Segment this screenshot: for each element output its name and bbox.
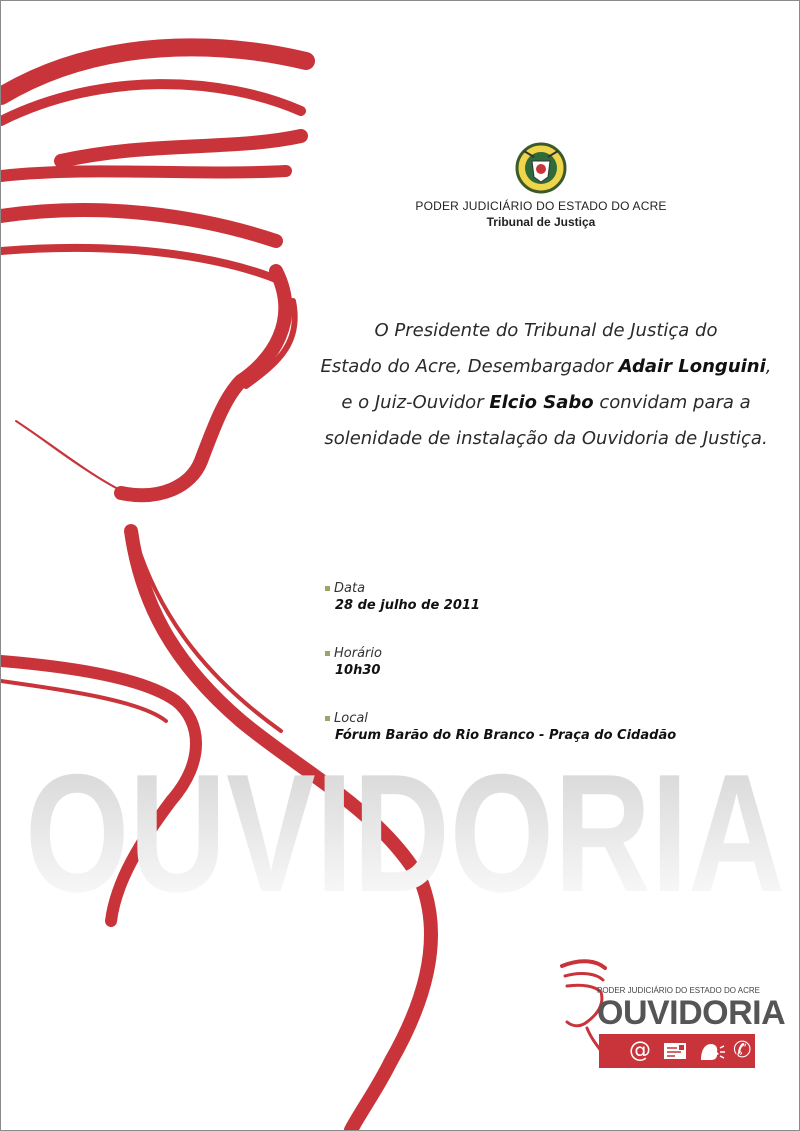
ombudsman-name: Elcio Sabo — [489, 392, 594, 413]
invitation-line-4: solenidade de instalação da Ouvidoria de Justiça. — [324, 428, 768, 449]
watermark-text: OUVIDORIA — [25, 756, 785, 906]
invitation-line-2-c: , — [765, 356, 772, 377]
logo-word: OUVIDORIA — [597, 994, 786, 1032]
tribunal-name: Tribunal de Justiça — [486, 215, 596, 229]
invitation-line-3 — [301, 385, 791, 421]
speaking-icon — [699, 1040, 725, 1062]
court-name: PODER JUDICIÁRIO DO ESTADO DO ACRE — [415, 199, 667, 213]
invitation-text — [301, 313, 791, 457]
invitation-line-2-a: Estado do Acre, Desembargador — [320, 356, 619, 377]
detail-value: Fórum Barão do Rio Branco - Praça do Cidadão — [335, 728, 677, 743]
detail-value: 10h30 — [335, 663, 381, 678]
letter-icon — [663, 1042, 687, 1060]
detail-value: 28 de julho de 2011 — [335, 598, 480, 613]
detail-label: Horário — [334, 646, 382, 661]
detail-place — [325, 711, 676, 743]
bullet-icon — [325, 651, 330, 656]
coat-of-arms-icon — [514, 141, 568, 195]
invitation-line-1: O Presidente do Tribunal de Justiça do — [374, 320, 718, 341]
detail-label: Local — [334, 711, 368, 726]
bullet-icon — [325, 716, 330, 721]
bullet-icon — [325, 586, 330, 591]
at-icon: @ — [629, 1038, 651, 1063]
ouvidoria-watermark — [15, 756, 795, 906]
logo-contact-bar — [599, 1034, 755, 1068]
detail-date — [325, 581, 480, 613]
detail-time — [325, 646, 382, 678]
logo-court-name: PODER JUDICIÁRIO DO ESTADO DO ACRE — [597, 986, 760, 995]
detail-label: Data — [334, 581, 366, 596]
ouvidoria-logo — [557, 956, 786, 1076]
invitation-line-2 — [301, 349, 791, 385]
president-name: Adair Longuini — [618, 356, 766, 377]
header — [401, 141, 681, 229]
invitation-line-3-a: e o Juiz-Ouvidor — [341, 392, 490, 413]
invitation-line-3-c: convidam para a — [593, 392, 751, 413]
phone-icon: ✆ — [733, 1038, 752, 1063]
